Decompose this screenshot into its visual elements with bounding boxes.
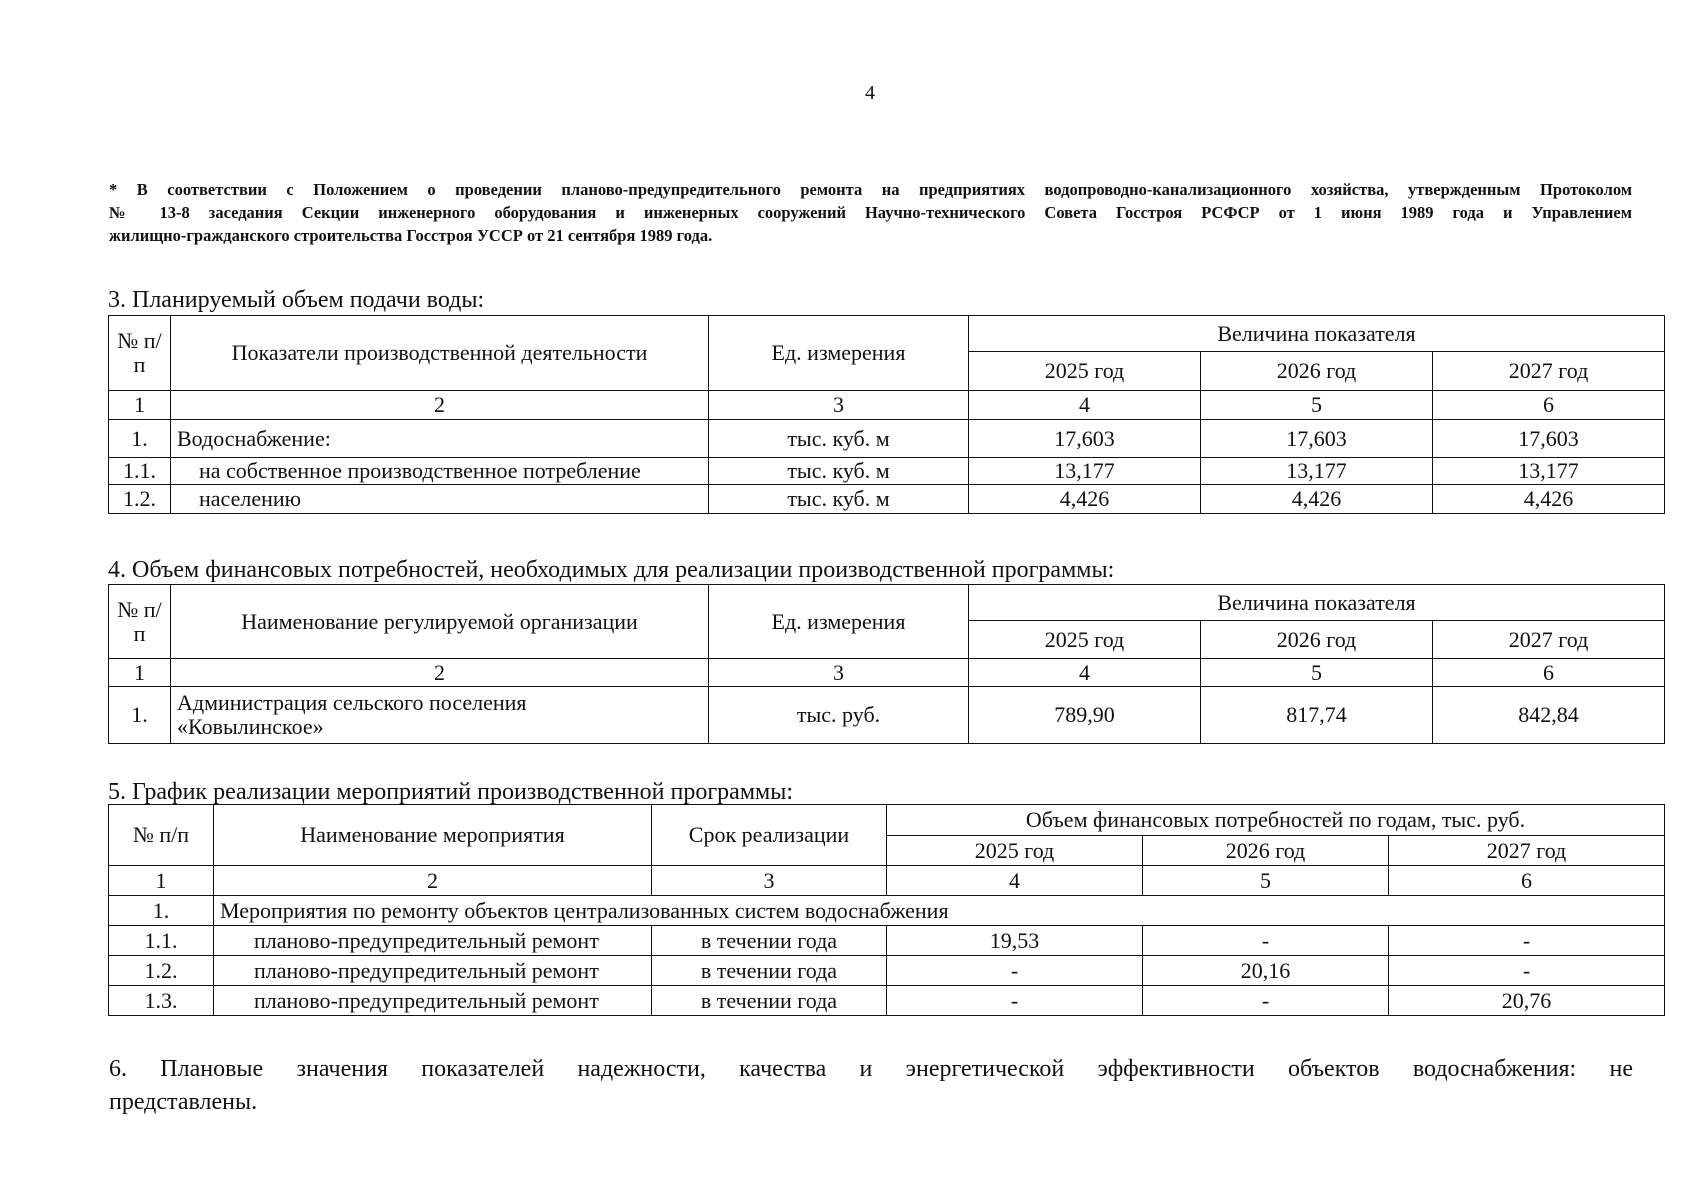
header-number: № п/п bbox=[109, 585, 171, 659]
column-number: 2 bbox=[171, 391, 709, 420]
row-value: 20,76 bbox=[1389, 986, 1665, 1016]
row-value: - bbox=[887, 986, 1143, 1016]
row-number: 1. bbox=[109, 896, 214, 926]
column-number: 6 bbox=[1433, 659, 1665, 687]
column-number: 6 bbox=[1433, 391, 1665, 420]
financial-needs-table bbox=[108, 584, 1665, 744]
row-value: 4,426 bbox=[1433, 485, 1665, 514]
column-number: 5 bbox=[1143, 866, 1389, 896]
header-year: 2025 год bbox=[969, 352, 1201, 391]
footnote-line: жилищно-гражданского строительства Госстроя УССР от 21 сентября 1989 года. bbox=[109, 226, 713, 245]
table-row bbox=[109, 485, 1665, 514]
page-number: 4 bbox=[865, 82, 875, 104]
column-number: 1 bbox=[109, 391, 171, 420]
row-indicator: Водоснабжение: bbox=[171, 420, 709, 458]
header-year: 2027 год bbox=[1433, 621, 1665, 659]
column-number: 1 bbox=[109, 866, 214, 896]
row-value: - bbox=[1389, 926, 1665, 956]
column-number: 3 bbox=[652, 866, 887, 896]
row-number: 1.2. bbox=[109, 485, 171, 514]
column-number: 4 bbox=[887, 866, 1143, 896]
section5-title: 5. График реализации мероприятий производственной программы: bbox=[108, 779, 793, 805]
row-value: 4,426 bbox=[1201, 485, 1433, 514]
table-row bbox=[109, 956, 1665, 986]
header-activity: Наименование мероприятия bbox=[214, 805, 652, 866]
row-value: 4,426 bbox=[969, 485, 1201, 514]
water-supply-table bbox=[108, 315, 1665, 514]
table-row bbox=[109, 420, 1665, 458]
organization-name-line: Администрация сельского поселения bbox=[177, 690, 527, 715]
row-value: 17,603 bbox=[1433, 420, 1665, 458]
header-financing: Объем финансовых потребностей по годам, тыс. руб. bbox=[887, 805, 1665, 836]
row-value: 20,16 bbox=[1143, 956, 1389, 986]
section4-title: 4. Объем финансовых потребностей, необходимых для реализации производственной программы: bbox=[108, 557, 1115, 583]
row-value: - bbox=[1389, 956, 1665, 986]
row-value: - bbox=[1143, 926, 1389, 956]
column-number: 2 bbox=[171, 659, 709, 687]
row-unit: тыс. руб. bbox=[709, 687, 969, 744]
footnote-line: * В соответствии с Положением о проведении планово-предупредительного ремонта на предприятиях водопроводно-канализационного хозяйства, утвержденным Протоколом bbox=[109, 180, 1632, 199]
row-indicator: на собственное производственное потребление bbox=[171, 458, 709, 485]
column-number: 2 bbox=[214, 866, 652, 896]
column-number: 4 bbox=[969, 659, 1201, 687]
section6-text bbox=[109, 1053, 1633, 1119]
row-value: - bbox=[887, 956, 1143, 986]
header-number: № п/п bbox=[109, 316, 171, 391]
table-row bbox=[109, 986, 1665, 1016]
section6-line: представлены. bbox=[109, 1089, 258, 1115]
header-year: 2027 год bbox=[1389, 836, 1665, 866]
table-row bbox=[109, 458, 1665, 485]
column-number: 1 bbox=[109, 659, 171, 687]
row-value: 842,84 bbox=[1433, 687, 1665, 744]
row-number: 1. bbox=[109, 420, 171, 458]
table-row bbox=[109, 926, 1665, 956]
schedule-table bbox=[108, 804, 1665, 1016]
footnote-line: № 13-8 заседания Секции инженерного оборудования и инженерных сооружений Научно-технического Совета Госстроя РСФСР от 1 июня 1989 года и Управлением bbox=[109, 203, 1632, 222]
row-number: 1. bbox=[109, 687, 171, 744]
row-unit: тыс. куб. м bbox=[709, 485, 969, 514]
header-year: 2026 год bbox=[1143, 836, 1389, 866]
column-number: 6 bbox=[1389, 866, 1665, 896]
row-term: в течении года bbox=[652, 986, 887, 1016]
row-value: 817,74 bbox=[1201, 687, 1433, 744]
row-value: 13,177 bbox=[969, 458, 1201, 485]
row-activity: планово-предупредительный ремонт bbox=[214, 986, 652, 1016]
row-value: - bbox=[1143, 986, 1389, 1016]
row-value: 19,53 bbox=[887, 926, 1143, 956]
header-year: 2025 год bbox=[969, 621, 1201, 659]
table-group-row bbox=[109, 896, 1665, 926]
footnote bbox=[109, 178, 1632, 247]
table-row bbox=[109, 687, 1665, 744]
header-value: Величина показателя bbox=[969, 316, 1665, 352]
header-year: 2025 год bbox=[887, 836, 1143, 866]
column-number: 3 bbox=[709, 659, 969, 687]
group-title: Мероприятия по ремонту объектов централизованных систем водоснабжения bbox=[214, 896, 1665, 926]
row-organization bbox=[171, 687, 709, 744]
column-number: 3 bbox=[709, 391, 969, 420]
header-value: Величина показателя bbox=[969, 585, 1665, 621]
row-activity: планово-предупредительный ремонт bbox=[214, 956, 652, 986]
header-number: № п/п bbox=[109, 805, 214, 866]
header-organization: Наименование регулируемой организации bbox=[171, 585, 709, 659]
header-unit: Ед. измерения bbox=[709, 316, 969, 391]
row-term: в течении года bbox=[652, 926, 887, 956]
row-activity: планово-предупредительный ремонт bbox=[214, 926, 652, 956]
header-year: 2027 год bbox=[1433, 352, 1665, 391]
row-value: 17,603 bbox=[1201, 420, 1433, 458]
row-value: 13,177 bbox=[1433, 458, 1665, 485]
section3-title: 3. Планируемый объем подачи воды: bbox=[108, 287, 485, 313]
column-number: 5 bbox=[1201, 391, 1433, 420]
column-number: 4 bbox=[969, 391, 1201, 420]
header-unit: Ед. измерения bbox=[709, 585, 969, 659]
section6-line: 6. Плановые значения показателей надежности, качества и энергетической эффективности объектов водоснабжения: не bbox=[109, 1056, 1633, 1082]
column-number: 5 bbox=[1201, 659, 1433, 687]
header-indicator: Показатели производственной деятельности bbox=[171, 316, 709, 391]
row-value: 17,603 bbox=[969, 420, 1201, 458]
row-number: 1.3. bbox=[109, 986, 214, 1016]
header-year: 2026 год bbox=[1201, 621, 1433, 659]
row-indicator: населению bbox=[171, 485, 709, 514]
row-value: 789,90 bbox=[969, 687, 1201, 744]
row-number: 1.1. bbox=[109, 458, 171, 485]
row-number: 1.2. bbox=[109, 956, 214, 986]
organization-name-line: «Ковылинское» bbox=[177, 714, 324, 739]
row-value: 13,177 bbox=[1201, 458, 1433, 485]
row-unit: тыс. куб. м bbox=[709, 458, 969, 485]
header-year: 2026 год bbox=[1201, 352, 1433, 391]
row-unit: тыс. куб. м bbox=[709, 420, 969, 458]
row-number: 1.1. bbox=[109, 926, 214, 956]
row-term: в течении года bbox=[652, 956, 887, 986]
header-term: Срок реализации bbox=[652, 805, 887, 866]
